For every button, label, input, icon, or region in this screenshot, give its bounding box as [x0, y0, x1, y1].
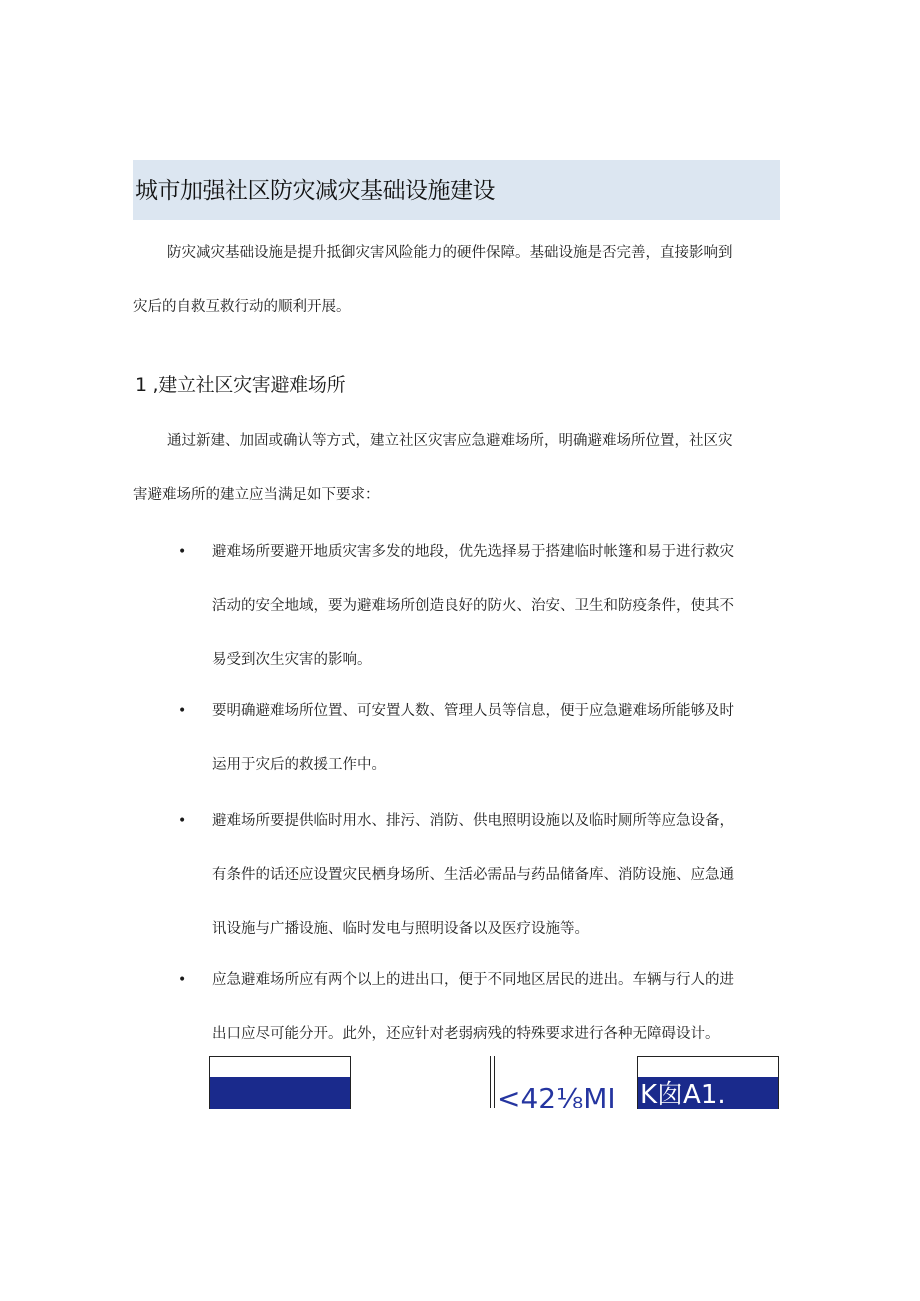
bullet-line: 应急避难场所应有两个以上的进出口，便于不同地区居民的进出。车辆与行人的进 [212, 972, 734, 988]
section-para-line-1: 通过新建、加固或确认等方式，建立社区灾害应急避难场所，明确避难场所位置，社区灾 [167, 433, 733, 449]
bullet-line: 讯设施与广播设施、临时发电与照明设备以及医疗设施等。 [212, 921, 589, 937]
bullet-line: 活动的安全地域，要为避难场所创造良好的防火、治安、卫生和防疫条件，使其不 [212, 598, 734, 614]
intro-paragraph [133, 226, 780, 334]
section-para-line-2: 害避难场所的建立应当满足如下要求： [133, 487, 380, 503]
page-title: 城市加强社区防灾减灾基础设施建设 [135, 178, 495, 204]
strip-cell-1 [209, 1056, 351, 1109]
strip-separator [494, 1056, 495, 1108]
intro-line-2: 灾后的自救互救行动的顺利开展。 [133, 299, 351, 315]
strip-fill-4: K囱A1. [638, 1077, 778, 1109]
bullet-line: 易受到次生灾害的影响。 [212, 652, 372, 668]
bullet-line: 出口应尽可能分开。此外，还应针对老弱病残的特殊要求进行各种无障碍设计。 [212, 1026, 720, 1042]
strip-cell-4 [637, 1056, 779, 1109]
strip-fill-1 [210, 1077, 350, 1109]
section-paragraph [133, 414, 780, 522]
bullet-marker: • [178, 544, 187, 560]
title-band [133, 160, 780, 220]
section-heading: 1 ,建立社区灾害避难场所 [135, 374, 346, 396]
strip-cell-3: <42⅛MI [497, 1082, 616, 1108]
bullet-line: 避难场所要提供临时用水、排污、消防、供电照明设施以及临时厕所等应急设备， [212, 813, 734, 829]
bullet-line: 避难场所要避开地质灾害多发的地段，优先选择易于搭建临时帐篷和易于进行救灾 [212, 544, 734, 560]
bullet-marker: • [178, 972, 187, 988]
bullet-line: 要明确避难场所位置、可安置人数、管理人员等信息，便于应急避难场所能够及时 [212, 703, 734, 719]
bullet-marker: • [178, 703, 187, 719]
intro-line-1: 防灾减灾基础设施是提升抵御灾害风险能力的硬件保障。基础设施是否完善，直接影响到 [167, 245, 733, 261]
bullet-marker: • [178, 813, 187, 829]
bullet-line: 有条件的话还应设置灾民栖身场所、生活必需品与药品储备库、消防设施、应急通 [212, 867, 734, 883]
strip-separator [490, 1056, 491, 1108]
bottom-table-strip [209, 1056, 778, 1108]
bullet-line: 运用于灾后的救援工作中。 [212, 757, 386, 773]
